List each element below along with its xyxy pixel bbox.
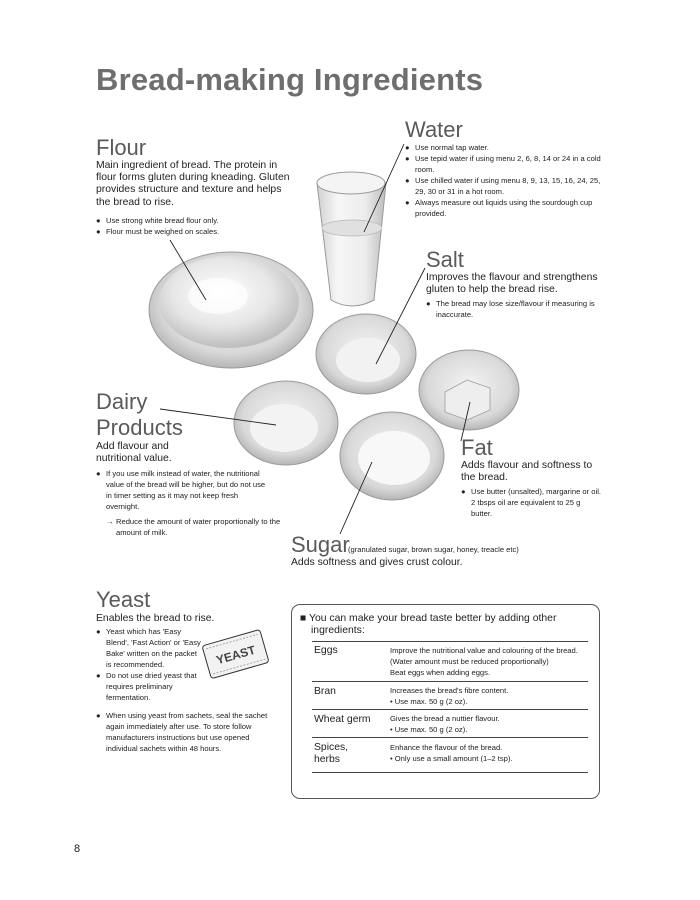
page-title: Bread-making Ingredients <box>96 62 484 97</box>
yeast-sachet-label: YEAST <box>214 642 257 668</box>
salt-bowl <box>316 314 416 394</box>
yeast-description: Enables the bread to rise. <box>96 613 215 624</box>
tips-row-name: Wheat germ <box>314 714 371 725</box>
dairy-heading-line2: Products <box>96 415 183 440</box>
yeast-bullet: ● Do not use dried yeast that requires preliminary fermentation. <box>96 670 204 703</box>
tips-desc-line: (Water amount must be reduced proportionally) <box>390 657 549 666</box>
yeast-bullet: ● Yeast which has 'Easy Blend', 'Fast Action' or 'Easy Bake' written on the packet is recommended. <box>96 626 204 670</box>
tips-row-wheat-germ <box>312 709 588 740</box>
water-bullet: ● Always measure out liquids using the sourdough cup provided. <box>405 197 605 219</box>
sugar-heading: Sugar <box>291 532 350 557</box>
salt-bullet: ● The bread may lose size/flavour if measuring is inaccurate. <box>426 298 602 320</box>
dairy-bowl <box>234 381 338 465</box>
yeast-bullets-long <box>96 710 276 754</box>
tips-desc-line: • Only use a small amount (1–2 tsp). <box>390 754 513 763</box>
tips-row-desc <box>390 713 590 735</box>
yeast-bullet: ● When using yeast from sachets, seal the sachet again immediately after use. To store follow manufacturers instructions but use opened individual sachets within 48 hours. <box>96 710 276 754</box>
tips-desc-line: Beat eggs when adding eggs. <box>390 668 491 677</box>
tips-desc-line: Increases the bread's fibre content. <box>390 686 509 695</box>
tips-row-spices <box>312 737 588 773</box>
sugar-note: (granulated sugar, brown sugar, honey, treacle etc) <box>348 545 519 554</box>
yeast-bullets-short <box>96 626 204 703</box>
tips-row-desc <box>390 742 590 764</box>
tips-row-bran <box>312 681 588 712</box>
tips-desc-line: Improve the nutritional value and colouring of the bread. <box>390 646 578 655</box>
yeast-sachet-icon <box>202 629 269 678</box>
tips-desc-line: • Use max. 50 g (2 oz). <box>390 725 468 734</box>
page-number: 8 <box>74 843 81 855</box>
tips-desc-line: • Use max. 50 g (2 oz). <box>390 697 468 706</box>
salt-description: Improves the flavour and strengthens gluten to help the bread rise. <box>426 272 598 296</box>
tips-row-name <box>314 742 348 765</box>
salt-heading: Salt <box>426 247 464 272</box>
water-bullet: ● Use chilled water if using menu 8, 9, 13, 15, 16, 24, 25, 29, 30 or 31 in a hot room. <box>405 175 605 197</box>
tips-intro <box>300 613 590 637</box>
flour-bullet: ● Use strong white bread flour only. <box>96 215 296 226</box>
dairy-bullets <box>96 468 272 512</box>
tips-row-name: Eggs <box>314 645 338 656</box>
dairy-description: Add flavour and nutritional value. <box>96 441 172 465</box>
tips-row-eggs <box>312 641 588 684</box>
flour-bullet: ● Flour must be weighed on scales. <box>96 226 296 237</box>
water-bullets <box>405 142 605 219</box>
dairy-sub-note: → Reduce the amount of water proportionally to the amount of milk. <box>96 516 282 538</box>
fat-bullet: ● Use butter (unsalted), margarine or oil. 2 tbsps oil are equivalent to 25 g butter. <box>461 486 601 519</box>
tips-intro-line2: ingredients: <box>311 625 365 637</box>
sugar-description: Adds softness and gives crust colour. <box>291 557 463 568</box>
tips-box <box>291 604 600 799</box>
water-heading: Water <box>405 117 463 142</box>
tips-desc-line: Gives the bread a nuttier flavour. <box>390 714 500 723</box>
flour-bullets <box>96 215 296 237</box>
fat-heading: Fat <box>461 435 493 460</box>
flour-description: Main ingredient of bread. The protein in flour forms gluten during kneading. Gluten provides structure and texture and helps the bread to rise. <box>96 160 290 208</box>
fat-bullets <box>461 486 601 519</box>
dairy-bullet: ● If you use milk instead of water, the nutritional value of the bread will be higher, but do not use in timer setting as it may not keep fresh overnight. <box>96 468 272 512</box>
salt-bullets <box>426 298 602 320</box>
tips-row-desc <box>390 645 590 678</box>
flour-heading: Flour <box>96 135 147 160</box>
water-bullet: ● Use normal tap water. <box>405 142 605 153</box>
water-glass <box>317 172 386 306</box>
tips-square-icon: ■ <box>300 613 307 624</box>
tips-row-name: Bran <box>314 686 336 697</box>
tips-row-desc <box>390 685 590 707</box>
tips-intro-line1: You can make your bread taste better by adding other <box>308 613 557 624</box>
flour-bowl <box>149 252 313 368</box>
yeast-heading: Yeast <box>96 587 151 612</box>
fat-description: Adds flavour and softness to the bread. <box>461 460 593 484</box>
tips-row-name-line: Spices, <box>314 742 349 753</box>
tips-desc-line: Enhance the flavour of the bread. <box>390 743 503 752</box>
water-bullet: ● Use tepid water if using menu 2, 6, 8, 14 or 24 in a cold room. <box>405 153 605 175</box>
fat-bowl <box>419 350 519 430</box>
tips-row-name-line: herbs <box>314 753 340 765</box>
dairy-heading-line1: Dairy <box>96 389 148 414</box>
sugar-bowl <box>340 412 444 500</box>
